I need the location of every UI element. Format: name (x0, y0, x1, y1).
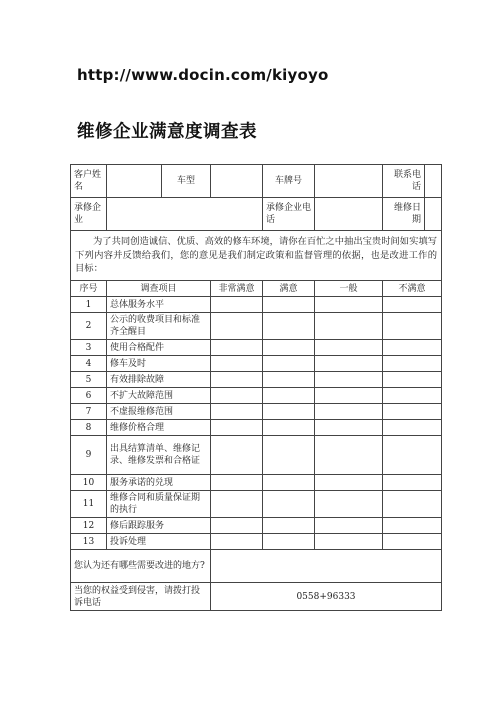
item-text: 出具结算清单、维修记录、维修发票和合格证 (107, 436, 211, 475)
item-number: 3 (71, 340, 107, 356)
rating-average[interactable] (315, 475, 383, 491)
page-title: 维修企业满意度调查表 (77, 122, 257, 142)
rating-unsatisfied[interactable] (383, 356, 442, 372)
table-row (71, 475, 442, 491)
item-number: 5 (71, 372, 107, 388)
rating-average[interactable] (315, 404, 383, 420)
table-row (71, 534, 442, 550)
rating-average[interactable] (315, 518, 383, 534)
rating-average[interactable] (315, 436, 383, 475)
customer-name-label: 客户姓名 (71, 165, 107, 198)
rating-unsatisfied[interactable] (383, 491, 442, 518)
rating-satisfied[interactable] (263, 420, 315, 436)
rating-satisfied[interactable] (263, 404, 315, 420)
item-number: 13 (71, 534, 107, 550)
rating-unsatisfied[interactable] (383, 518, 442, 534)
customer-name-field[interactable] (107, 165, 162, 198)
rating-average[interactable] (315, 313, 383, 340)
item-text: 有效排除故障 (107, 372, 211, 388)
rating-average[interactable] (315, 388, 383, 404)
item-text: 修车及时 (107, 356, 211, 372)
col-header-satisfied: 满意 (263, 281, 315, 297)
rating-unsatisfied[interactable] (383, 436, 442, 475)
intro-text: 为了共同创造诚信、优质、高效的修车环境，请你在百忙之中抽出宝贵时间如实填写下列内容并反馈给我们，您的意见是我们制定政策和监督管理的依据，也是改进工作的目标： (71, 231, 442, 281)
col-header-item: 调查项目 (107, 281, 211, 297)
improve-question: 您认为还有哪些需要改进的地方? (71, 550, 211, 583)
item-text: 公示的收费项目和标准齐全醒目 (107, 313, 211, 340)
item-number: 7 (71, 404, 107, 420)
rating-very-satisfied[interactable] (211, 372, 263, 388)
repair-company-label: 承修企业 (71, 198, 107, 231)
col-header-very-satisfied: 非常满意 (211, 281, 263, 297)
table-row (71, 518, 442, 534)
item-number: 2 (71, 313, 107, 340)
rating-satisfied[interactable] (263, 475, 315, 491)
car-model-label: 车型 (162, 165, 211, 198)
repair-date-field[interactable] (425, 198, 442, 231)
car-model-field[interactable] (211, 165, 263, 198)
rating-satisfied[interactable] (263, 340, 315, 356)
rating-very-satisfied[interactable] (211, 340, 263, 356)
col-header-average: 一般 (315, 281, 383, 297)
rating-average[interactable] (315, 340, 383, 356)
table-row (71, 297, 442, 313)
rating-average[interactable] (315, 491, 383, 518)
improve-answer-field[interactable] (211, 550, 442, 583)
table-row (71, 388, 442, 404)
rating-unsatisfied[interactable] (383, 388, 442, 404)
rating-very-satisfied[interactable] (211, 313, 263, 340)
col-header-seq: 序号 (71, 281, 107, 297)
col-header-unsatisfied: 不满意 (383, 281, 442, 297)
rating-satisfied[interactable] (263, 491, 315, 518)
table-row (71, 420, 442, 436)
rating-very-satisfied[interactable] (211, 534, 263, 550)
rating-satisfied[interactable] (263, 534, 315, 550)
company-phone-field[interactable] (315, 198, 383, 231)
rating-average[interactable] (315, 534, 383, 550)
item-text: 服务承诺的兑现 (107, 475, 211, 491)
rating-satisfied[interactable] (263, 518, 315, 534)
rating-very-satisfied[interactable] (211, 388, 263, 404)
rating-very-satisfied[interactable] (211, 491, 263, 518)
rating-unsatisfied[interactable] (383, 297, 442, 313)
rating-very-satisfied[interactable] (211, 436, 263, 475)
table-row (71, 491, 442, 518)
company-phone-label: 承修企业电话 (263, 198, 315, 231)
rating-average[interactable] (315, 420, 383, 436)
item-number: 6 (71, 388, 107, 404)
rating-unsatisfied[interactable] (383, 404, 442, 420)
rating-very-satisfied[interactable] (211, 518, 263, 534)
rating-satisfied[interactable] (263, 436, 315, 475)
contact-phone-field[interactable] (425, 165, 442, 198)
rating-satisfied[interactable] (263, 356, 315, 372)
rating-unsatisfied[interactable] (383, 420, 442, 436)
rating-very-satisfied[interactable] (211, 420, 263, 436)
rating-satisfied[interactable] (263, 372, 315, 388)
item-number: 10 (71, 475, 107, 491)
rating-satisfied[interactable] (263, 313, 315, 340)
plate-number-label: 车牌号 (263, 165, 315, 198)
item-text: 不扩大故障范围 (107, 388, 211, 404)
rating-very-satisfied[interactable] (211, 297, 263, 313)
item-number: 4 (71, 356, 107, 372)
item-text: 投诉处理 (107, 534, 211, 550)
table-row (71, 356, 442, 372)
plate-number-field[interactable] (315, 165, 383, 198)
header-url: http://www.docin.com/kiyoyo (77, 66, 329, 84)
rating-very-satisfied[interactable] (211, 356, 263, 372)
item-text: 修后跟踪服务 (107, 518, 211, 534)
table-row (71, 436, 442, 475)
item-number: 9 (71, 436, 107, 475)
rating-average[interactable] (315, 356, 383, 372)
rating-unsatisfied[interactable] (383, 534, 442, 550)
item-number: 11 (71, 491, 107, 518)
item-text: 维修合同和质量保证期的执行 (107, 491, 211, 518)
item-text: 使用合格配件 (107, 340, 211, 356)
rating-unsatisfied[interactable] (383, 340, 442, 356)
repair-company-field[interactable] (107, 198, 263, 231)
table-row (71, 313, 442, 340)
item-number: 8 (71, 420, 107, 436)
table-row (71, 340, 442, 356)
rating-unsatisfied[interactable] (383, 475, 442, 491)
complaint-phone: 0558+96333 (211, 583, 442, 611)
repair-date-label: 维修日期 (383, 198, 425, 231)
rating-unsatisfied[interactable] (383, 313, 442, 340)
item-number: 12 (71, 518, 107, 534)
survey-table (70, 164, 442, 611)
rating-average[interactable] (315, 297, 383, 313)
rating-very-satisfied[interactable] (211, 475, 263, 491)
complaint-label: 当您的权益受到侵害，请拨打投诉电话 (71, 583, 211, 611)
item-text: 维修价格合理 (107, 420, 211, 436)
contact-phone-label: 联系电话 (383, 165, 425, 198)
rating-satisfied[interactable] (263, 388, 315, 404)
table-row (71, 404, 442, 420)
rating-very-satisfied[interactable] (211, 404, 263, 420)
item-number: 1 (71, 297, 107, 313)
item-text: 总体服务水平 (107, 297, 211, 313)
item-text: 不虚报维修范围 (107, 404, 211, 420)
rating-satisfied[interactable] (263, 297, 315, 313)
rating-unsatisfied[interactable] (383, 372, 442, 388)
table-row (71, 372, 442, 388)
rating-average[interactable] (315, 372, 383, 388)
